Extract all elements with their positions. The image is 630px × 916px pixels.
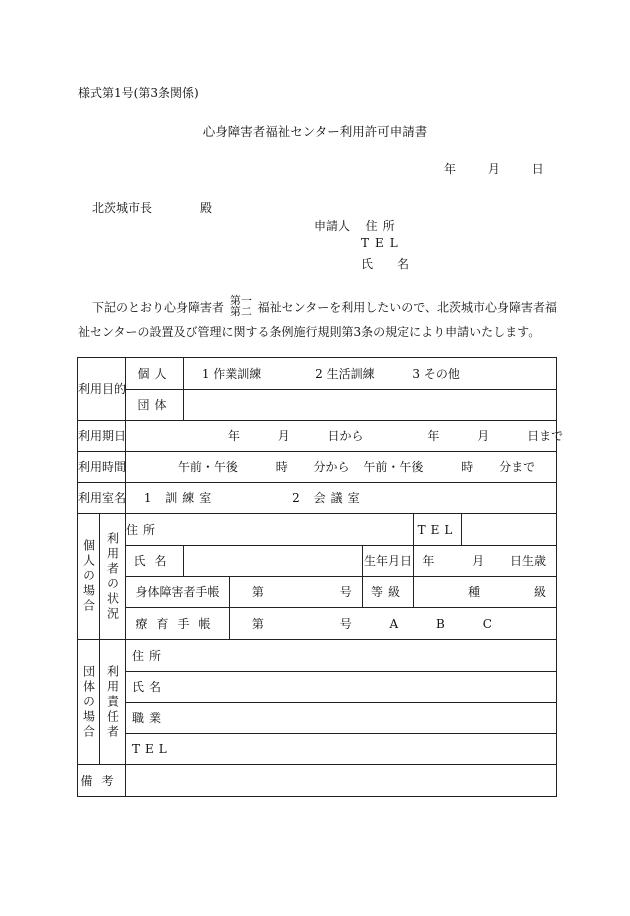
- rank-c[interactable]: C: [482, 616, 492, 631]
- tel-field[interactable]: [462, 514, 557, 546]
- center-option-stack: [230, 295, 252, 317]
- purpose-label: 利用目的: [78, 358, 126, 421]
- grade-label: 等級: [363, 577, 414, 608]
- birth-year: 年: [422, 554, 435, 568]
- disability-no-dai: 第: [251, 585, 264, 599]
- rehab-book-number[interactable]: [230, 608, 557, 640]
- paragraph-line-2: 祉センターの設置及び管理に関する条例施行規則第3条の規定により申請いたします。: [78, 325, 541, 339]
- room-field[interactable]: [126, 483, 557, 514]
- addressee: 北茨城市長: [92, 201, 153, 215]
- remarks-field[interactable]: [126, 765, 557, 797]
- period-label: 利用期日: [78, 421, 126, 452]
- individual-label: 個人: [126, 358, 184, 390]
- period-to: 日まで: [527, 429, 564, 443]
- time-ampm-2[interactable]: 午前・午後: [363, 460, 424, 474]
- rehab-book-label: 療育手帳: [126, 608, 230, 640]
- period-month-1: 月: [277, 429, 290, 443]
- group-field[interactable]: [184, 390, 557, 421]
- application-table: [77, 357, 564, 797]
- purpose-opt-3[interactable]: 3 その他: [412, 366, 460, 381]
- addressee-suffix: 殿: [200, 201, 213, 215]
- time-label: 利用時間: [78, 452, 126, 483]
- group-tel-field[interactable]: [126, 734, 557, 765]
- address-field[interactable]: [157, 514, 414, 546]
- birth-day-age: 日生歳: [510, 554, 547, 568]
- form-number: 様式第1号(第3条関係): [78, 86, 199, 100]
- period-year-2: 年: [427, 429, 440, 443]
- time-to: 分まで: [499, 460, 536, 474]
- disability-book-label: 身体障害者手帳: [126, 577, 230, 608]
- responsible-person-label: 利用責任者: [100, 640, 126, 765]
- group-address-field[interactable]: [126, 640, 557, 672]
- room-opt-2[interactable]: 2 会議室: [292, 491, 365, 505]
- room-opt-1[interactable]: 1 訓練室: [143, 491, 217, 505]
- group-name-field[interactable]: [126, 672, 557, 703]
- grade-field[interactable]: [414, 577, 557, 608]
- purpose-options[interactable]: [184, 358, 557, 390]
- date-year: 年: [444, 162, 457, 176]
- date-day: 日: [531, 162, 544, 176]
- period-field[interactable]: [126, 421, 564, 452]
- address-label: 住所: [126, 514, 157, 546]
- time-ampm-1[interactable]: 午前・午後: [177, 460, 238, 474]
- document-title: 心身障害者福祉センター利用許可申請書: [202, 124, 428, 139]
- occupation-field[interactable]: [126, 703, 557, 734]
- remarks-label: 備考: [78, 765, 126, 797]
- paragraph-line-1: [92, 294, 557, 319]
- grade-type: 種: [468, 585, 481, 599]
- addressee-line: [92, 199, 212, 216]
- applicant-label: 申請人: [314, 219, 351, 233]
- applicant-name-label-2: 名: [397, 257, 410, 271]
- purpose-opt-2[interactable]: 2 生活訓練: [315, 366, 375, 381]
- rank-a[interactable]: A: [389, 616, 399, 631]
- room-label: 利用室名: [78, 483, 126, 514]
- disability-no-go: 号: [339, 585, 352, 599]
- center-option-1: 第一: [229, 294, 252, 307]
- rank-b[interactable]: B: [436, 616, 445, 631]
- rehab-no-dai: 第: [251, 616, 264, 631]
- para-text-1a: 下記のとおり心身障害者: [92, 300, 225, 315]
- time-hour-1: 時: [275, 460, 288, 474]
- tel-label: TEL: [414, 514, 462, 546]
- para-text-1b: 福祉センターを利用したいので、北茨城市心身障害者福: [257, 300, 557, 315]
- time-field[interactable]: [126, 452, 557, 483]
- purpose-opt-1[interactable]: 1 作業訓練: [201, 366, 262, 381]
- user-status-label: 利用者の状況: [100, 514, 126, 640]
- disability-book-number[interactable]: [230, 577, 363, 608]
- group-tel-label: TEL: [132, 742, 172, 756]
- center-option-2: 第二: [229, 305, 252, 318]
- birth-month: 月: [472, 554, 485, 568]
- applicant-name-label: [361, 255, 409, 272]
- date-line: [444, 160, 544, 177]
- birth-field[interactable]: [414, 546, 557, 577]
- period-year-1: 年: [227, 429, 240, 443]
- applicant-address-label: 住所: [365, 219, 400, 233]
- applicant-tel-label: TEL: [361, 236, 404, 250]
- birth-label: 生年月日: [363, 546, 414, 577]
- group-case-label: 団体の場合: [78, 640, 100, 765]
- individual-case-label: 個人の場合: [78, 514, 100, 640]
- time-hour-2: 時: [461, 460, 474, 474]
- grade-kyu: 級: [534, 585, 547, 599]
- occupation-label: 職業: [132, 711, 167, 725]
- applicant-name-label-1: 氏: [361, 257, 374, 271]
- date-month: 月: [487, 162, 500, 176]
- applicant-line: [314, 217, 400, 234]
- time-from: 分から: [313, 460, 350, 474]
- name-label: 氏名: [126, 546, 184, 577]
- group-address-label: 住所: [132, 648, 167, 663]
- period-month-2: 月: [477, 429, 490, 443]
- rehab-no-go: 号: [339, 616, 352, 631]
- group-name-label: 氏名: [132, 680, 167, 694]
- period-from: 日から: [327, 429, 364, 443]
- group-label: 団体: [126, 390, 184, 421]
- name-field[interactable]: [184, 546, 363, 577]
